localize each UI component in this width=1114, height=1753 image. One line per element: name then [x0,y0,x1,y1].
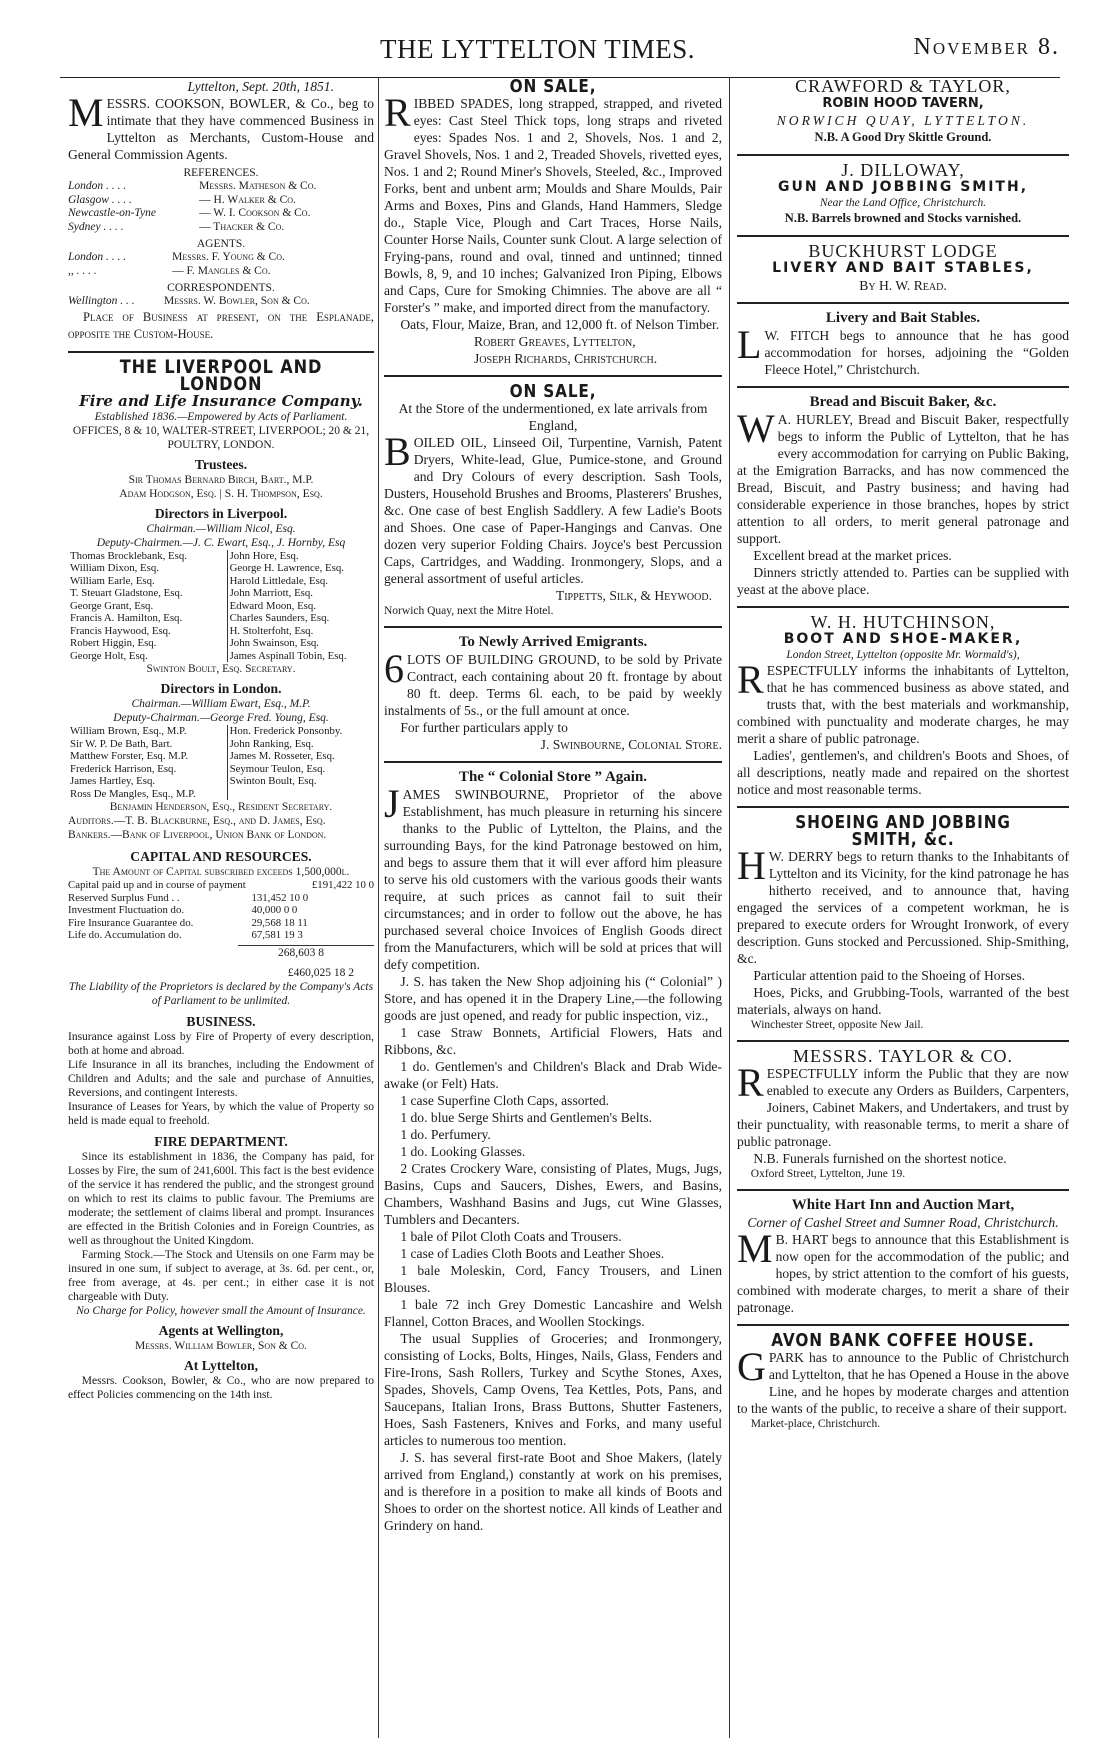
london-directors-table [68,725,374,800]
section-rule [737,1324,1069,1326]
agent-name: Messrs. F. Young & Co. [172,251,285,263]
nota-bene: N.B. A Good Dry Skittle Ground. [814,130,992,144]
table-row [68,625,374,638]
table-row [68,750,374,763]
director-name: Robert Higgin, Esq. [68,637,227,650]
director-name: John Marriott, Esq. [229,587,313,599]
buckhurst-advert [737,243,1069,294]
cookson-advert [68,78,374,343]
address: Corner of Cashel Street and Sumner Road, Christchurch. [747,1215,1059,1230]
drop-cap: W [737,406,775,451]
director-name: Matthew Forster, Esq. M.P. [68,750,227,763]
trustees-line-2: Adam Hodgson, Esq. | S. H. Thompson, Esq. [119,487,323,500]
director-name: John Hore, Esq. [229,549,299,562]
advert-intro: At the Store of the undermentioned, ex late arrivals from England, [398,401,708,433]
drop-cap: 6 [384,646,404,691]
advert-title: White Hart Inn and Auction Mart, [791,1197,1015,1213]
column-divider-1 [378,78,379,1738]
address: London Street, Lyttelton (opposite Mr. Wormald's), [786,649,1020,661]
agent-place: ,, . . . . [68,264,97,277]
advert-title: ON SALE, [509,381,597,402]
table-row [68,600,374,613]
page-header [60,28,1060,68]
advert-body: AMES SWINBOURNE, Proprietor of the above Establishment, has much pleasure in returning his sincere thanks to the Public of Lyttelton, the Plains, and the surrounding Bays, for the kind Patronage bestowed on him, and begs to assure them that it will ever afford him pleasure to serve his old customers with the various goods their wants require, at such prices as cannot fail to suit their circumstances; and in order to follow out the above, he has purchased several choice Invoices of English Goods direct from the Manufacturers, which will be sold at prices that will defy competition. [384,787,722,972]
advert-paragraph-4: J. S. has several first-rate Boot and Shoe Makers, (lately arrived from England,) constantly at work on his premises, and is therefore in a position to make all kinds of Boots and Shoes to order on the shortest notice. All kinds of Leather and Grindery on hand. [384,1450,722,1533]
trustees-line-1: Sir Thomas Bernard Birch, Bart., M.P. [128,473,314,486]
advert-title: CRAWFORD & TAYLOR, [795,78,1011,96]
section-rule [737,302,1069,304]
ref-place: Sydney . . . . [68,220,124,233]
address: Norwich Quay, next the Mitre Hotel. [384,605,554,617]
list-item: 1 bale of Pilot Cloth Coats and Trousers. [400,1229,622,1244]
signature-1: Robert Greaves, Lyttelton, [474,334,636,349]
drop-cap: J [384,781,400,826]
director-name: H. Stolterfoht, Esq. [229,624,314,637]
advert-paragraph-2: Excellent bread at the market prices. [753,548,952,563]
director-name: William Earle, Esq. [68,575,227,588]
section-rule [737,1040,1069,1042]
deputy-chairmen-liverpool: Deputy-Chairmen.—J. C. Ewart, Esq., J. Hornby, Esq [96,536,346,549]
table-row [68,180,374,194]
address: Oxford Street, Lyttelton, June 19. [750,1168,906,1180]
advert-title: To Newly Arrived Emigrants. [458,634,648,650]
fire-paragraph-2: Farming Stock.—The Stock and Utensils on one Farm may be insured in one sum, if subject to average, at 3s. 6d. per cent., or, free from average, at 4s. per cent.; in either case it is not chargeable with Duty. [68,1248,374,1303]
advert-title: AVON BANK COFFEE HOUSE. [771,1330,1035,1351]
on-sale-advert-1 [384,78,722,367]
director-name: George Grant, Esq. [68,600,227,613]
business-leases: Insurance of Leases for Years, by which the value of Property so held is made equal to freehold. [68,1100,374,1127]
address: Market-place, Christchurch. [750,1418,881,1430]
advert-subtitle: GUN AND JOBBING SMITH, [777,179,1029,195]
table-row [68,265,374,279]
emigrants-advert [384,634,722,753]
agents-wellington-heading: Agents at Wellington, [158,1322,284,1338]
newspaper-title: THE LYTTELTON TIMES. [380,34,696,64]
correspondents-table [68,295,374,309]
table-row [68,637,374,650]
company-subtitle: Fire and Life Insurance Company. [79,391,363,410]
advert-title: Livery and Bait Stables. [825,310,981,326]
liverpool-insurance-advert [68,355,374,1402]
dateline: Lyttelton, Sept. 20th, 1851. [187,79,334,94]
capital-label: Life do. Accumulation do. [68,929,182,941]
capital-label: Capital paid up and in course of payment [68,879,246,891]
director-name: Swinton Boult, Esq. [229,775,317,787]
advert-body: W. DERRY begs to return thanks to the Inhabitants of Lyttelton and its Vicinity, for the kind patronage he has hitherto received, and to announce that, having engaged the services of a competent workman, he is prepared to execute orders for Wrought Ironwork, of every description. Guns stocked and Percussioned. Ship-Smithing, &c. [737,849,1069,966]
ref-name: Messrs. Matheson & Co. [199,180,317,192]
list-item: 1 do. Gentlemen's and Children's Black and Drab Wide-awake (or Felt) Hats. [384,1059,722,1091]
director-name: Hon. Frederick Ponsonby. [229,725,343,737]
table-row [68,763,374,776]
list-item: 1 do. blue Serge Shirts and Gentlemen's Belts. [400,1110,653,1125]
list-item: 1 bale 72 inch Grey Domestic Lancashire and Welsh Flannel, Cotton Braces, and Woollen Stockings. [384,1297,722,1329]
ref-name: — H. Walker & Co. [199,193,296,206]
agent-place: London . . . . [68,251,127,263]
director-name: Harold Littledale, Esq. [229,574,328,587]
section-rule [737,606,1069,608]
drop-cap: G [737,1344,766,1389]
director-name: T. Steuart Gladstone, Esq. [68,587,227,600]
director-name: Francis Haywood, Esq. [68,625,227,638]
advert-paragraph-2: Particular attention paid to the Shoeing of Horses. [753,968,1026,983]
drop-cap: B [384,429,411,474]
dilloway-advert [737,162,1069,227]
signature-2: Joseph Richards, Christchurch. [474,351,658,366]
resident-secretary: Benjamin Henderson, Esq., Resident Secretary. [109,801,333,813]
advert-title: The “ Colonial Store ” Again. [458,769,648,785]
directors-liverpool-heading: Directors in Liverpool. [154,505,288,521]
table-row [68,612,374,625]
director-name: Sir W. P. De Bath, Bart. [68,738,227,751]
signature: Tippetts, Silk, & Heywood. [555,588,712,603]
advert-body: A. HURLEY, Bread and Biscuit Baker, respectfully begs to inform the Public of Lyttelton, that he has every accommodation for carrying on Public Baking, at the Emigration Barracks, and has now commenced the Bread, Biscuit, and Pastry business; and having had considerable experience in those branches, hopes by strict attention to all orders, to merit general patronage and support. [737,412,1069,546]
director-name: John Swainson, Esq. [229,637,319,649]
table-row [68,221,374,235]
advert-title: BUCKHURST LODGE [808,241,998,261]
list-item: 1 case Straw Bonnets, Artificial Flowers, Hats and Ribbons, &c. [384,1025,722,1057]
advert-title: MESSRS. TAYLOR & CO. [792,1046,1014,1066]
table-row [68,892,374,905]
table-row [68,725,374,738]
list-item: 1 case of Ladies Cloth Boots and Leather Shoes. [400,1246,665,1261]
signature: J. Swinbourne, Colonial Store. [540,737,722,752]
address: Winchester Street, opposite New Jail. [750,1019,924,1031]
capital-table [68,879,374,942]
agent-name: — F. Mangles & Co. [172,264,271,277]
issue-date: November 8. [913,34,1060,60]
advert-title: ON SALE, [509,78,597,97]
advert-by: By H. W. Read. [859,278,947,293]
chairman-london: Chairman.—William Ewart, Esq., M.P. [131,698,311,710]
agents-heading: AGENTS. [196,238,246,250]
director-name: John Ranking, Esq. [229,737,314,750]
advert-body: ESPECTFULLY inform the Public that they are now enabled to execute any Orders as Builders, Carpenters, Joiners, Cabinet Makers, and Undertakers, and trust by their punctuality, with reasonable terms, to merit a share of public patronage. [737,1066,1069,1149]
address: Near the Land Office, Christchurch. [819,197,987,209]
capital-heading: CAPITAL AND RESOURCES. [130,849,312,864]
list-item: 1 do. Looking Glasses. [400,1144,526,1159]
director-name: James Aspinall Tobin, Esq. [229,649,347,662]
capital-value: 131,452 10 0 [251,891,309,904]
corr-place: Wellington . . . [68,295,135,307]
table-row [68,788,374,801]
advert-body: ESSRS. COOKSON, BOWLER, & Co., beg to intimate that they have commenced Business in Lyttelton as Merchants, Custom-House and General Commission Agents. [68,96,374,162]
drop-cap: M [737,1226,773,1271]
director-name: Charles Saunders, Esq. [229,612,330,624]
business-fire: Insurance against Loss by Fire of Property of every description, both at home and abroad. [68,1030,374,1057]
list-item: 2 Crates Crockery Ware, consisting of Plates, Mugs, Jugs, Basins, Cups and Saucers, Dishes, Ewers, and Basins, Chambers, Washhand Basins and Jugs, cut Wine Glasses, Tumblers and Decanters. [384,1161,722,1227]
advert-paragraph-3: Dinners strictly attended to. Parties can be supplied with yeast at the above place. [737,565,1069,597]
advert-subtitle: LIVERY AND BAIT STABLES, [772,260,1034,276]
trustees-heading: Trustees. [194,456,248,472]
business-life: Life Insurance in all its branches, including the Endowment of Children and Adults; and the sale and purchase of Annuities, Reversions, and contingent Interests. [68,1058,374,1099]
table-row [68,194,374,208]
advert-body: B. HART begs to announce that this Establishment is now open for the accommodation of the public; and hopes, by strict attention to the comfort of his guests, combined with moderate charges, to merit a share of their patronage. [737,1232,1069,1315]
table-row [68,251,374,265]
advert-title: SHOEING AND JOBBING SMITH, &c. [795,812,1011,850]
capital-label: Fire Insurance Guarantee do. [68,916,194,929]
list-item: 1 bale Moleskin, Cord, Fancy Trousers, and Linen Blouses. [384,1263,722,1295]
section-rule [737,386,1069,388]
capital-label: Reserved Surplus Fund . . [68,891,180,904]
nota-bene: N.B. Barrels browned and Stocks varnished. [784,211,1022,225]
ref-name: — Thacker & Co. [199,220,285,233]
at-lyttelton: Messrs. Cookson, Bowler, & Co., who are now prepared to effect Policies commencing on the 14th inst. [68,1374,374,1401]
references-heading: REFERENCES. [183,167,259,179]
liverpool-directors-table [68,550,374,663]
ref-place: London . . . . [68,180,127,192]
section-rule [384,375,722,377]
advert-body: LOTS OF BUILDING GROUND, to be sold by Private Contract, each containing about 20 ft. frontage by about 80 ft. deep. Terms 6l. each, to be paid by weekly instalments of 5s., or the full amount at once. [384,652,722,718]
baker-advert [737,394,1069,598]
advert-subtitle: BOOT AND SHOE-MAKER, [783,631,1023,647]
column-3 [737,78,1069,1738]
liability-note: The Liability of the Proprietors is declared by the Company's Acts of Parliament to be unlimited. [68,980,374,1007]
deputy-chairman-london: Deputy-Chairman.—George Fred. Young, Esq. [113,712,329,724]
advert-body: W. FITCH begs to announce that he has good accommodation for horses, adjoining the “Golden Fleece Hotel,” Christchurch. [764,328,1069,377]
drop-cap: R [737,657,764,702]
advert-body: PARK has to announce to the Public of Christchurch and Lyttelton, that he has Opened a House in the above Line, and he hopes by moderate charges and attention to the wants of the public, to receive a share of their support. [737,1350,1069,1416]
advert-subtitle: ROBIN HOOD TAVERN, [822,96,984,111]
advert-title: W. H. HUTCHINSON, [810,612,996,632]
capital-value: 67,581 19 3 [251,929,303,941]
directors-london-heading: Directors in London. [160,681,282,696]
taylor-advert [737,1048,1069,1181]
section-rule [68,351,374,353]
capital-value [251,879,309,892]
advert-paragraph-2: J. S. has taken the New Shop adjoining his (“ Colonial” ) Store, and has opened it in the Drapery Line,—the following goods are just opened, and ready for public inspection, viz., [384,974,722,1023]
correspondents-heading: CORRESPONDENTS. [167,282,275,294]
advert-body: IBBED SPADES, long strapped, strapped, and riveted eyes: Cast Steel Thick tops, long straps and riveted eyes: Spades Nos. 1 and 2, Shovels, Nos. 1 and 2, Gravel Shovels, Nos. 1 and 2, Treaded Shovels, rivetted eyes, Nos. 1 and 2; Round Miner's Shovels, Steeled, &c., Improved Forks, bent and unbent arm; Moulds and Share Moulds, Pair Arms and Boxes, Pins and Glands, Hand Hammers, Sledge do., Staple Vice, Plough and Cart Traces, Horse Nails, Counter Horse Nails, Counter sunk Clout. A large selection of Frying-pans, round and oval, tinned and untinned; tinned Bowls, 8, 9, and 10 inches; Galvanized Iron Piping, Elbows and Caps, Cure for Smoking Chimnies. The above are all “ Forster's ” make, and imported direct from the manufactory. [384,96,722,315]
director-name: James Hartley, Esq. [68,775,227,788]
secretary-liverpool: Swinton Boult, Esq. Secretary. [146,663,296,675]
drop-cap: R [384,90,411,135]
crawford-advert [737,78,1069,146]
no-charge-note: No Charge for Policy, however small the Amount of Insurance. [76,1304,366,1317]
ref-place: Newcastle-on-Tyne [68,207,156,219]
business-heading: BUSINESS. [186,1013,256,1029]
advert-body: ESPECTFULLY informs the inhabitants of Lyttelton, that he has commenced business as above stated, and trusts that, with the best materials and workmanship, combined with punctuality and moderate charges, he may merit a share of public patronage. [737,663,1069,746]
advert-paragraph-3: The usual Supplies of Groceries; and Ironmongery, consisting of Locks, Bolts, Hinges, Nails, Glass, Fenders and Fire-Irons, Sash Rollers, Turkey and Scythe Stones, Axes, Spades, Shovels, Camp Ovens, Tea Kettles, Pots, Pans, and Saucepans, Italian Irons, Brass Buttons, Shutter Fasteners, Hoes, Sash Fasteners, Knives and Forks, and many useful articles to numerous too mention. [384,1331,722,1448]
capital-value: 40,000 0 0 [251,904,298,916]
table-row [68,562,374,575]
list-item: 1 case Superfine Cloth Caps, assorted. [400,1093,610,1108]
advert-body-2: For further particulars apply to [400,720,568,735]
on-sale-advert-2 [384,383,722,618]
advert-body: OILED OIL, Linseed Oil, Turpentine, Varnish, Patent Dryers, White-lead, Glue, Pumice-stone, and Ground and Dry Colours of every description. Sash Tools, Dusters, Household Brushes and Brooms, Plasterers' Brushes, &c. One case of best English Saddlery. A few Ladie's Boots and Shoes. One case of Paper-Hangings and Canvas. One dozen very superior Folding Chairs. Joyce's best Percussion Caps, Cartridges, and Wadding. Ironmongery, Slops, and a general assortment of useful articles. [384,435,722,586]
column-1 [68,78,374,1738]
advert-title: Bread and Biscuit Baker, &c. [809,394,997,410]
table-row [68,587,374,600]
director-name: George H. Lawrence, Esq. [229,562,344,574]
bankers: Bankers.—Bank of Liverpool, Union Bank of London. [68,829,327,841]
table-row [68,295,374,309]
agents-table [68,251,374,278]
director-name: William Brown, Esq., M.P. [68,725,227,738]
ref-name: — W. I. Cookson & Co. [199,207,311,219]
capital-subscribed: The Amount of Capital subscribed exceeds 1,500,000l. [92,866,350,878]
director-name: Frederick Harrison, Esq. [68,763,227,776]
drop-cap: L [737,322,762,367]
shoeing-advert [737,814,1069,1032]
chairman-liverpool: Chairman.—William Nicol, Esq. [146,522,296,535]
company-title: THE LIVERPOOL AND LONDON [119,355,323,395]
advert-paragraph-2: Ladies', gentlemen's, and children's Boots and Shoes, of all descriptions, neatly made and repaired on the shortest notice and most reasonable terms. [737,748,1069,797]
advert-title: J. DILLOWAY, [841,160,965,180]
director-name: Seymour Teulon, Esq. [229,762,326,775]
colonial-store-advert [384,769,722,1534]
director-name: Edward Moon, Esq. [229,599,316,612]
column-divider-2 [729,78,730,1738]
section-rule [737,806,1069,808]
drop-cap: R [737,1060,764,1105]
director-name: James M. Rosseter, Esq. [229,750,335,762]
livery-advert [737,310,1069,378]
place-of-business: Place of Business at present, on the Esplanade, opposite the Custom-House. [68,309,374,341]
list-item: 1 do. Perfumery. [400,1127,491,1142]
advert-paragraph-2: N.B. Funerals furnished on the shortest notice. [753,1151,1007,1166]
drop-cap: H [737,843,766,888]
table-row [68,904,374,917]
capital-value: £191,422 10 0 [311,879,374,891]
director-name: Thomas Brocklebank, Esq. [68,550,227,563]
table-row [68,738,374,751]
at-lyttelton-heading: At Lyttelton, [183,1357,258,1373]
agents-wellington: Messrs. William Bowler, Son & Co. [135,1339,307,1352]
table-row [68,917,374,930]
advert-paragraph-3: Hoes, Picks, and Grubbing-Tools, warranted of the best materials, always on hand. [737,985,1069,1017]
section-rule [737,154,1069,156]
table-row [68,929,374,942]
white-hart-advert [737,1197,1069,1316]
director-name: Francis A. Hamilton, Esq. [68,612,227,625]
established: Established 1836.—Empowered by Acts of Parliament. [94,410,348,423]
capital-label: Investment Fluctuation do. [68,904,185,916]
address: NORWICH QUAY, LYTTELTON. [776,113,1030,128]
fire-department-heading: FIRE DEPARTMENT. [154,1133,288,1149]
director-name: George Holt, Esq. [68,650,227,663]
capital-subtotal: 268,603 8 [238,945,374,960]
section-rule [737,235,1069,237]
offices: OFFICES, 8 & 10, WALTER-STREET, LIVERPOOL; 20 & 21, POULTRY, LONDON. [72,424,370,451]
table-row [68,879,374,892]
auditors: Auditors.—T. B. Blackburne, Esq., and D. James, Esq. [68,815,326,827]
section-rule [737,1189,1069,1191]
table-row [68,575,374,588]
director-name: Ross De Mangles, Esq., M.P. [68,788,227,801]
capital-total: £460,025 18 2 [287,966,354,979]
capital-value: 29,568 18 11 [251,916,308,929]
drop-cap: M [68,90,104,135]
table-row [68,650,374,663]
section-rule [384,761,722,763]
hutchinson-advert [737,614,1069,798]
table-row [68,207,374,221]
director-name: William Dixon, Esq. [68,562,227,575]
column-2 [384,78,722,1738]
corr-name: Messrs. W. Bowler, Son & Co. [164,295,310,307]
references-table [68,180,374,234]
advert-body-2: Oats, Flour, Maize, Bran, and 12,000 ft. of Nelson Timber. [400,317,720,332]
section-rule [384,626,722,628]
table-row [68,775,374,788]
avon-bank-advert [737,1332,1069,1431]
ref-place: Glasgow . . . . [68,193,132,206]
fire-paragraph-1: Since its establishment in 1836, the Company has paid, for Losses by Fire, the sum of 241,600l. This fact is the best evidence of the service it has rendered the public, and the strongest ground on which to rest its claims to public favour. The Premiums are moderate; the settlement of claims liberal and prompt. Insurances are effected in the British Colonies and in Foreign Countries, as well as throughout the United Kingdom. [68,1150,374,1247]
table-row [68,550,374,563]
